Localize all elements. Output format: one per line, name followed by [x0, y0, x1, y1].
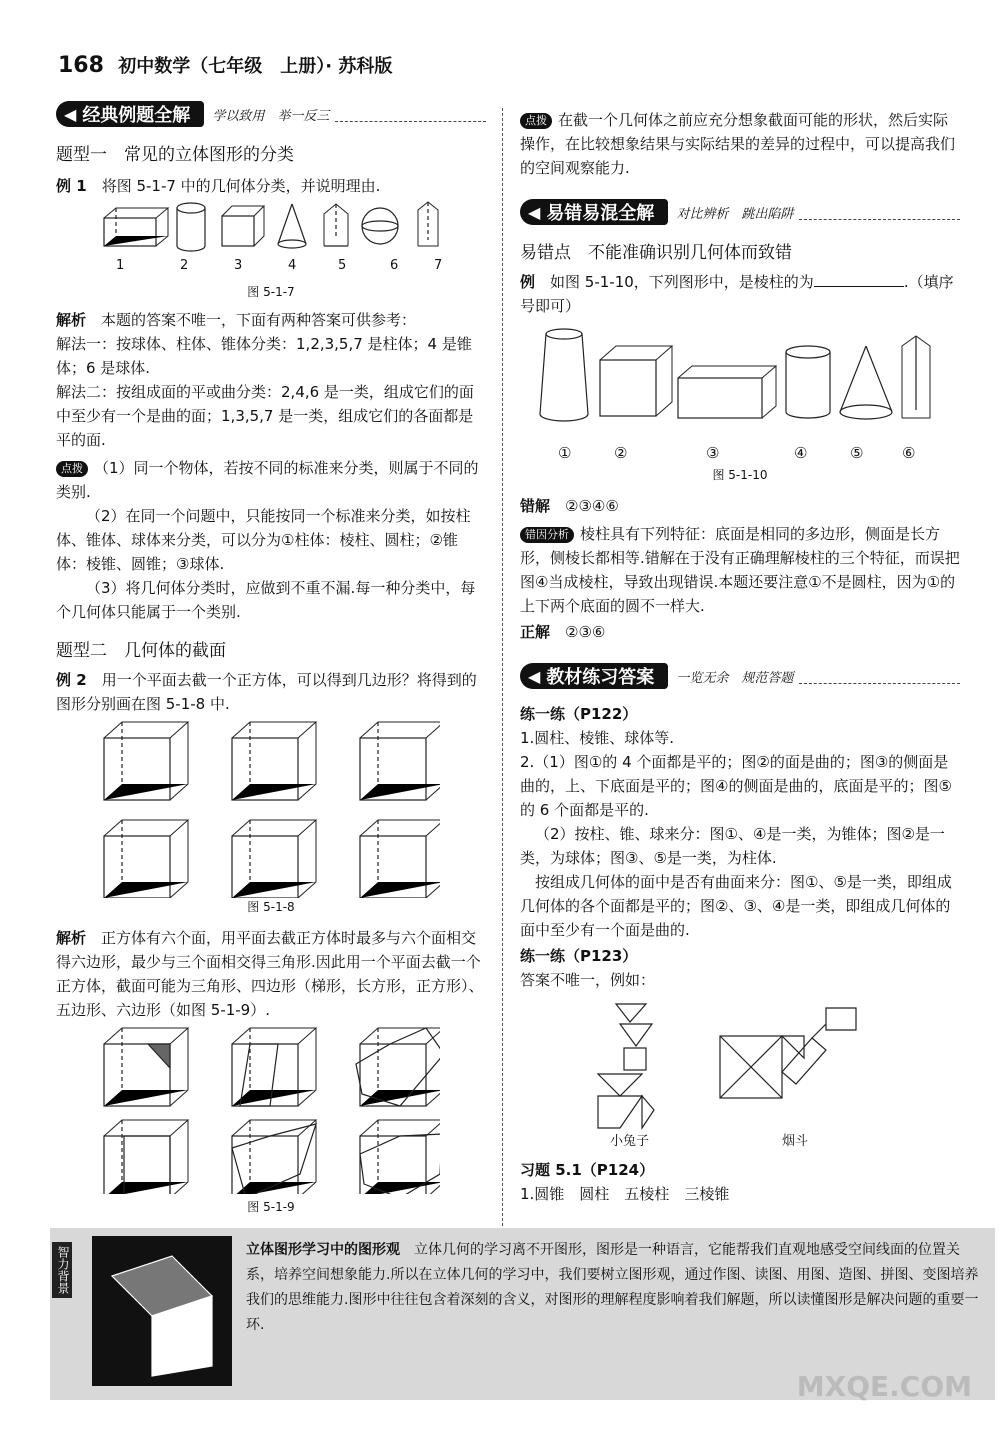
jiexi2-label: 解析: [56, 929, 87, 947]
wrong-label: 错解: [520, 497, 551, 515]
tip-right-text: 在截一个几何体之前应充分想象截面可能的形状，然后实际操作，在比较想象结果与实际结果的差异的过程中，可以提高我们的空间观察能力.: [520, 111, 956, 177]
fig10-label: ②: [614, 444, 628, 462]
banner-title: 易错易混全解: [546, 203, 655, 224]
footer-title: 立体图形学习中的图形观: [246, 1242, 400, 1258]
correct-answer: ②③⑥: [565, 623, 606, 641]
fig7-labels: [116, 258, 456, 273]
page-header: [58, 52, 392, 78]
rabbit-label: 小兔子: [610, 1134, 650, 1149]
type1-heading: 题型一 常见的立体图形的分类: [56, 145, 294, 165]
banner-tag: 一览无余 规范答题: [676, 670, 794, 686]
type2-heading: 题型二 几何体的截面: [56, 641, 226, 661]
dianbo-badge: 点拨: [520, 113, 552, 129]
book-title: 初中数学（七年级 上册）· 苏科版: [118, 56, 393, 77]
megaphone-icon: ◀: [528, 666, 541, 686]
fig10-label: ①: [558, 444, 572, 462]
footer-text: [246, 1238, 986, 1338]
megaphone-icon: ◀: [64, 104, 77, 124]
classic-examples-banner: [56, 100, 486, 128]
column-divider: [502, 108, 503, 1226]
answer-1: 1.圆柱、棱锥、球体等.: [520, 729, 675, 747]
p123-text: 答案不唯一，例如：: [520, 971, 656, 989]
fig10-labels: [558, 444, 958, 462]
dianbo-badge: 点拨: [56, 461, 88, 477]
correct-label: 正解: [520, 623, 551, 641]
analysis-text: 棱柱具有下列特征：底面是相同的多边形，侧面是长方形，侧棱长都相等.错解在于没有正确理解棱柱的三个特征，而误把图④当成棱柱，导致出现错误.本题还要注意①不是圆柱，因为①的上下两个底面的圆不一样大.: [520, 525, 960, 615]
solution2: [56, 926, 486, 1022]
answer-2-2: （2）按柱、锥、球来分：图①、④是一类，为锥体；图②是一类，为球体；图③、⑤是一类，为柱体.: [520, 825, 945, 867]
megaphone-icon: ◀: [528, 202, 541, 222]
p123-heading: 练一练（P123）: [520, 947, 638, 965]
fig7-label: 6: [390, 258, 399, 273]
fig10-label: ⑥: [902, 444, 916, 462]
tip1-text: （1）同一个物体，若按不同的标准来分类，则属于不同的类别.: [56, 459, 479, 501]
fig10-label: ④: [794, 444, 808, 462]
ex2-text: 用一个平面去截一个正方体，可以得到几边形？将得到的图形分别画在图 5-1-8 中.: [56, 671, 477, 713]
fig7-label: 1: [116, 258, 125, 273]
fig10-caption: 图 5-1-10: [712, 468, 768, 482]
decorative-cube-image: [92, 1236, 232, 1386]
method1-text: 解法一：按球体、柱体、锥体分类：1,2,3,5,7 是柱体；4 是锥体；6 是球体.: [56, 335, 472, 377]
example-right: [520, 270, 960, 318]
example2: [56, 668, 486, 716]
fig10-label: ③: [706, 444, 720, 462]
exercise-p122: [520, 702, 960, 942]
p124-heading: 习题 5.1（P124）: [520, 1161, 655, 1179]
side-label: 智力背景: [52, 1242, 72, 1298]
tip2-text: （2）在同一个问题中，只能按同一个标准来分类，如按柱体、锥体、球体来分类，可以分为①柱体：棱柱、圆柱；②锥体：棱锥、圆锥；③球体.: [56, 507, 471, 573]
wrong-solution: [520, 494, 960, 518]
watermark: MXQE.COM: [796, 1370, 972, 1403]
jiexi2-text: 正方体有六个面，用平面去截正方体时最多与六个面相交得六边形，最少与三个面相交得三角形.因此用一个平面去截一个正方体，截面可能为三角形、四边形（梯形，长方形，正方形）、五边形、六边形（如图 5-1-9）.: [56, 929, 484, 1019]
solution1: [56, 308, 486, 452]
ex-label: 例: [520, 273, 536, 291]
correct-solution: [520, 620, 960, 644]
tip-right: [520, 108, 960, 180]
footer-body: 立体几何的学习离不开图形，图形是一种语言，它能帮我们直观地感受空间线面的位置关系，培养空间想象能力.所以在立体几何的学习中，我们要树立图形观，通过作图、读图、用图、造图、拼图、变图培养我们的思维能力.图形中往往包含着深刻的含义，对图形的理解程度影响着我们解题，所以读懂图形是解决问题的重要一环.: [246, 1242, 979, 1333]
exercise-p124: [520, 1158, 960, 1206]
p122-heading: 练一练（P122）: [520, 705, 638, 723]
answer-blank: [814, 272, 904, 287]
example1: [56, 174, 486, 198]
ex1-text: 将图 5-1-7 中的几何体分类，并说明理由.: [101, 177, 381, 195]
answer-2-3: 按组成几何体的面中是否有曲面来分：图①、⑤是一类，即组成几何体的各个面都是平的；图②、③、④是一类，即组成几何体的面中至少有一个面是曲的.: [520, 873, 952, 939]
textbook-answers-banner: [520, 662, 960, 690]
tangram-figures: [590, 1000, 890, 1140]
answer-2-1: 2.（1）图①的 4 个面都是平的；图②的面是曲的；图③的侧面是曲的，上、下底面是平的；图④的侧面是曲的，底面是平的；图⑤的 6 个面都是平的.: [520, 753, 952, 819]
fig7-label: 5: [338, 258, 347, 273]
fig8-caption: 图 5-1-8: [247, 900, 295, 914]
figure-5-1-9: [100, 1024, 440, 1194]
tip1: [56, 456, 486, 624]
fig7-label: 3: [234, 258, 243, 273]
tip3-text: （3）将几何体分类时，应做到不重不漏.每一种分类中，每个几何体只能属于一个类别.: [56, 579, 476, 621]
figure-5-1-8: [100, 718, 440, 898]
ex1-label: 例 1: [56, 177, 87, 195]
ex2-label: 例 2: [56, 671, 87, 689]
banner-title: 教材练习答案: [546, 667, 655, 688]
banner-tag: 对比辨析 跳出陷阱: [676, 206, 794, 222]
jiexi-label: 解析: [56, 311, 87, 329]
fig7-label: 4: [288, 258, 297, 273]
wrong-answer: ②③④⑥: [565, 497, 619, 515]
banner-tag: 学以致用 举一反三: [212, 108, 330, 124]
ex-text-a: 如图 5-1-10，下列图形中，是棱柱的为: [550, 273, 814, 291]
figure-5-1-10: [536, 326, 956, 436]
error-banner: [520, 198, 960, 226]
ex-text-b: .（填序号即可）: [520, 273, 954, 315]
fig9-caption: 图 5-1-9: [247, 1200, 295, 1214]
fig7-label: 2: [180, 258, 189, 273]
error-point: 易错点 不能准确识别几何体而致错: [520, 243, 792, 263]
banner-title: 经典例题全解: [82, 105, 191, 126]
jiexi-text: 本题的答案不唯一，下面有两种答案可供参考：: [101, 311, 417, 329]
analysis-badge: 错因分析: [520, 527, 574, 543]
exercise-p123: [520, 944, 960, 992]
pipe-label: 烟斗: [782, 1134, 809, 1149]
fig10-label: ⑤: [850, 444, 864, 462]
method2-text: 解法二：按组成面的平或曲分类：2,4,6 是一类，组成它们的面中至少有一个是曲的面；1,3,5,7 是一类，组成它们的各面都是平的面.: [56, 383, 474, 449]
page-number: 168: [58, 53, 104, 78]
fig7-label: 7: [434, 258, 443, 273]
error-analysis: [520, 522, 960, 618]
p124-text: 1.圆锥 圆柱 五棱柱 三棱锥: [520, 1185, 730, 1203]
fig7-caption: 图 5-1-7: [247, 285, 295, 299]
